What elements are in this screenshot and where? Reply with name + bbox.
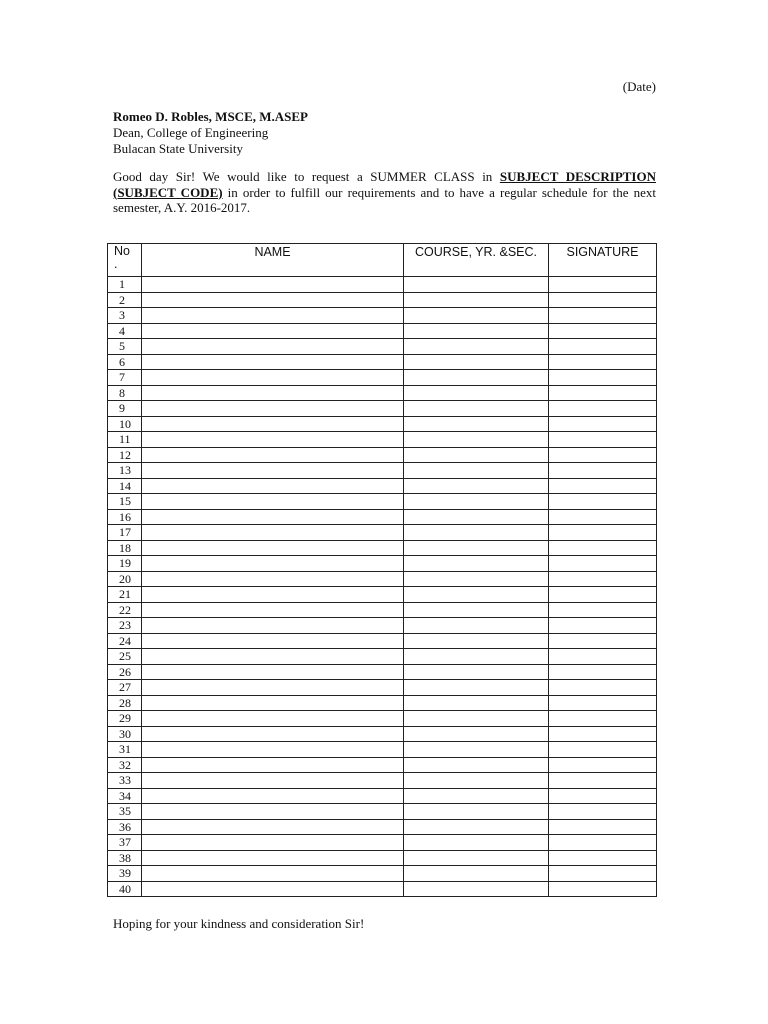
- signature-cell[interactable]: [549, 680, 657, 696]
- name-cell[interactable]: [142, 757, 404, 773]
- signature-cell[interactable]: [549, 804, 657, 820]
- row-number: 21: [108, 587, 142, 603]
- name-cell[interactable]: [142, 370, 404, 386]
- name-cell[interactable]: [142, 432, 404, 448]
- signature-cell[interactable]: [549, 494, 657, 510]
- name-cell[interactable]: [142, 618, 404, 634]
- course-cell[interactable]: [404, 416, 549, 432]
- row-number: 32: [108, 757, 142, 773]
- course-cell[interactable]: [404, 494, 549, 510]
- course-cell[interactable]: [404, 509, 549, 525]
- name-cell[interactable]: [142, 695, 404, 711]
- name-cell[interactable]: [142, 525, 404, 541]
- course-cell[interactable]: [404, 463, 549, 479]
- course-cell[interactable]: [404, 850, 549, 866]
- signature-cell[interactable]: [549, 292, 657, 308]
- table-row: [108, 602, 657, 618]
- row-number: 1: [108, 277, 142, 293]
- name-cell[interactable]: [142, 463, 404, 479]
- name-cell[interactable]: [142, 323, 404, 339]
- signature-cell[interactable]: [549, 881, 657, 897]
- signature-cell[interactable]: [549, 726, 657, 742]
- signature-cell[interactable]: [549, 695, 657, 711]
- course-cell[interactable]: [404, 618, 549, 634]
- table-row: [108, 881, 657, 897]
- course-cell[interactable]: [404, 649, 549, 665]
- course-cell[interactable]: [404, 323, 549, 339]
- row-number: 16: [108, 509, 142, 525]
- row-number: 8: [108, 385, 142, 401]
- name-cell[interactable]: [142, 680, 404, 696]
- signature-cell[interactable]: [549, 866, 657, 882]
- subject-description: SUBJECT DESCRIPTION: [499, 169, 656, 184]
- row-number: 24: [108, 633, 142, 649]
- name-cell[interactable]: [142, 354, 404, 370]
- table-row: [108, 354, 657, 370]
- name-cell[interactable]: [142, 556, 404, 572]
- name-cell[interactable]: [142, 788, 404, 804]
- table-row: [108, 742, 657, 758]
- row-number: 18: [108, 540, 142, 556]
- row-number: 38: [108, 850, 142, 866]
- name-cell[interactable]: [142, 478, 404, 494]
- row-number: 6: [108, 354, 142, 370]
- course-cell[interactable]: [404, 680, 549, 696]
- course-cell[interactable]: [404, 695, 549, 711]
- row-number: 17: [108, 525, 142, 541]
- name-cell[interactable]: [142, 416, 404, 432]
- signature-cell[interactable]: [549, 587, 657, 603]
- row-number: 31: [108, 742, 142, 758]
- table-row: [108, 416, 657, 432]
- row-number: 3: [108, 308, 142, 324]
- signature-cell[interactable]: [549, 649, 657, 665]
- name-cell[interactable]: [142, 881, 404, 897]
- row-number: 20: [108, 571, 142, 587]
- name-cell[interactable]: [142, 804, 404, 820]
- row-number: 4: [108, 323, 142, 339]
- signature-cell[interactable]: [549, 742, 657, 758]
- table-row: [108, 478, 657, 494]
- table-row: [108, 370, 657, 386]
- addressee-block: [113, 109, 308, 157]
- signature-cell[interactable]: [549, 478, 657, 494]
- table-row: [108, 819, 657, 835]
- signature-cell[interactable]: [549, 339, 657, 355]
- table-row: [108, 308, 657, 324]
- table-row: [108, 277, 657, 293]
- row-number: 5: [108, 339, 142, 355]
- header-signature: SIGNATURE: [549, 244, 657, 277]
- row-number: 15: [108, 494, 142, 510]
- letter-body: [113, 169, 656, 216]
- signature-cell[interactable]: [549, 757, 657, 773]
- name-cell[interactable]: [142, 401, 404, 417]
- table-row: [108, 664, 657, 680]
- row-number: 29: [108, 711, 142, 727]
- table-row: [108, 711, 657, 727]
- signature-cell[interactable]: [549, 385, 657, 401]
- row-number: 22: [108, 602, 142, 618]
- row-number: 11: [108, 432, 142, 448]
- table-row: [108, 773, 657, 789]
- name-cell[interactable]: [142, 742, 404, 758]
- course-cell[interactable]: [404, 773, 549, 789]
- table-row: [108, 401, 657, 417]
- name-cell[interactable]: [142, 633, 404, 649]
- course-cell[interactable]: [404, 385, 549, 401]
- name-cell[interactable]: [142, 866, 404, 882]
- course-cell[interactable]: [404, 602, 549, 618]
- letter-request: in order to fulfill our requirements and to have a regular schedule for the next semester, A.Y. 2016-2017.: [113, 184, 656, 215]
- signature-cell[interactable]: [549, 835, 657, 851]
- addressee-name: Romeo D. Robles, MSCE, M.ASEP: [113, 109, 308, 124]
- table-row: [108, 323, 657, 339]
- header-name: NAME: [142, 244, 404, 277]
- row-number: 39: [108, 866, 142, 882]
- table-row: [108, 432, 657, 448]
- signature-cell[interactable]: [549, 323, 657, 339]
- signature-cell[interactable]: [549, 633, 657, 649]
- date-placeholder: (Date): [622, 79, 656, 94]
- addressee-position: Dean, College of Engineering: [113, 125, 269, 140]
- table-row: [108, 339, 657, 355]
- signature-cell[interactable]: [549, 463, 657, 479]
- name-cell[interactable]: [142, 277, 404, 293]
- table-row: [108, 726, 657, 742]
- name-cell[interactable]: [142, 540, 404, 556]
- course-cell[interactable]: [404, 757, 549, 773]
- name-cell[interactable]: [142, 292, 404, 308]
- table-row: [108, 571, 657, 587]
- row-number: 19: [108, 556, 142, 572]
- course-cell[interactable]: [404, 525, 549, 541]
- letter-intro: Good day Sir! We would like to request a SUMMER CLASS in: [113, 169, 500, 184]
- row-number: 33: [108, 773, 142, 789]
- table-row: [108, 618, 657, 634]
- name-cell[interactable]: [142, 726, 404, 742]
- name-cell[interactable]: [142, 711, 404, 727]
- signature-cell[interactable]: [549, 819, 657, 835]
- header-no: No .: [108, 244, 142, 277]
- name-cell[interactable]: [142, 602, 404, 618]
- signature-cell[interactable]: [549, 540, 657, 556]
- name-cell[interactable]: [142, 339, 404, 355]
- course-cell[interactable]: [404, 401, 549, 417]
- name-cell[interactable]: [142, 649, 404, 665]
- course-cell[interactable]: [404, 447, 549, 463]
- student-roster-table: [107, 243, 657, 897]
- table-row: [108, 447, 657, 463]
- course-cell[interactable]: [404, 308, 549, 324]
- course-cell[interactable]: [404, 881, 549, 897]
- subject-code: (SUBJECT CODE): [113, 184, 223, 200]
- name-cell[interactable]: [142, 385, 404, 401]
- course-cell[interactable]: [404, 432, 549, 448]
- name-cell[interactable]: [142, 850, 404, 866]
- signature-cell[interactable]: [549, 354, 657, 370]
- table-row: [108, 788, 657, 804]
- table-row: [108, 494, 657, 510]
- table-row: [108, 525, 657, 541]
- table-row: [108, 835, 657, 851]
- row-number: 7: [108, 370, 142, 386]
- course-cell[interactable]: [404, 726, 549, 742]
- signature-cell[interactable]: [549, 664, 657, 680]
- table-row: [108, 850, 657, 866]
- row-number: 34: [108, 788, 142, 804]
- table-row: [108, 556, 657, 572]
- course-cell[interactable]: [404, 711, 549, 727]
- header-course: COURSE, YR. &SEC.: [404, 244, 549, 277]
- row-number: 25: [108, 649, 142, 665]
- row-number: 37: [108, 835, 142, 851]
- signature-cell[interactable]: [549, 773, 657, 789]
- name-cell[interactable]: [142, 447, 404, 463]
- signature-cell[interactable]: [549, 509, 657, 525]
- roster-body: [108, 277, 657, 897]
- row-number: 2: [108, 292, 142, 308]
- table-row: [108, 385, 657, 401]
- signature-cell[interactable]: [549, 602, 657, 618]
- course-cell[interactable]: [404, 540, 549, 556]
- course-cell[interactable]: [404, 835, 549, 851]
- course-cell[interactable]: [404, 804, 549, 820]
- table-row: [108, 680, 657, 696]
- signature-cell[interactable]: [549, 525, 657, 541]
- signature-cell[interactable]: [549, 370, 657, 386]
- signature-cell[interactable]: [549, 711, 657, 727]
- table-row: [108, 757, 657, 773]
- course-cell[interactable]: [404, 788, 549, 804]
- course-cell[interactable]: [404, 633, 549, 649]
- course-cell[interactable]: [404, 742, 549, 758]
- row-number: 36: [108, 819, 142, 835]
- course-cell[interactable]: [404, 664, 549, 680]
- course-cell[interactable]: [404, 478, 549, 494]
- name-cell[interactable]: [142, 819, 404, 835]
- table-row: [108, 649, 657, 665]
- row-number: 26: [108, 664, 142, 680]
- course-cell[interactable]: [404, 866, 549, 882]
- signature-cell[interactable]: [549, 416, 657, 432]
- table-row: [108, 540, 657, 556]
- row-number: 13: [108, 463, 142, 479]
- closing-line: Hoping for your kindness and consideration Sir!: [113, 916, 365, 931]
- course-cell[interactable]: [404, 370, 549, 386]
- table-row: [108, 509, 657, 525]
- row-number: 14: [108, 478, 142, 494]
- course-cell[interactable]: [404, 819, 549, 835]
- table-row: [108, 587, 657, 603]
- row-number: 9: [108, 401, 142, 417]
- signature-cell[interactable]: [549, 788, 657, 804]
- row-number: 27: [108, 680, 142, 696]
- name-cell[interactable]: [142, 587, 404, 603]
- course-cell[interactable]: [404, 292, 549, 308]
- course-cell[interactable]: [404, 556, 549, 572]
- addressee-institution: Bulacan State University: [113, 141, 243, 156]
- row-number: 30: [108, 726, 142, 742]
- signature-cell[interactable]: [549, 618, 657, 634]
- course-cell[interactable]: [404, 571, 549, 587]
- row-number: 28: [108, 695, 142, 711]
- table-row: [108, 695, 657, 711]
- table-row: [108, 866, 657, 882]
- name-cell[interactable]: [142, 494, 404, 510]
- name-cell[interactable]: [142, 571, 404, 587]
- row-number: 23: [108, 618, 142, 634]
- table-row: [108, 463, 657, 479]
- table-header-row: [108, 244, 657, 277]
- name-cell[interactable]: [142, 773, 404, 789]
- course-cell[interactable]: [404, 339, 549, 355]
- signature-cell[interactable]: [549, 447, 657, 463]
- name-cell[interactable]: [142, 308, 404, 324]
- name-cell[interactable]: [142, 664, 404, 680]
- signature-cell[interactable]: [549, 850, 657, 866]
- table-row: [108, 633, 657, 649]
- row-number: 10: [108, 416, 142, 432]
- signature-cell[interactable]: [549, 556, 657, 572]
- table-row: [108, 292, 657, 308]
- name-cell[interactable]: [142, 835, 404, 851]
- row-number: 35: [108, 804, 142, 820]
- table-row: [108, 804, 657, 820]
- signature-cell[interactable]: [549, 401, 657, 417]
- course-cell[interactable]: [404, 277, 549, 293]
- signature-cell[interactable]: [549, 308, 657, 324]
- course-cell[interactable]: [404, 354, 549, 370]
- signature-cell[interactable]: [549, 571, 657, 587]
- course-cell[interactable]: [404, 587, 549, 603]
- signature-cell[interactable]: [549, 277, 657, 293]
- row-number: 40: [108, 881, 142, 897]
- row-number: 12: [108, 447, 142, 463]
- name-cell[interactable]: [142, 509, 404, 525]
- signature-cell[interactable]: [549, 432, 657, 448]
